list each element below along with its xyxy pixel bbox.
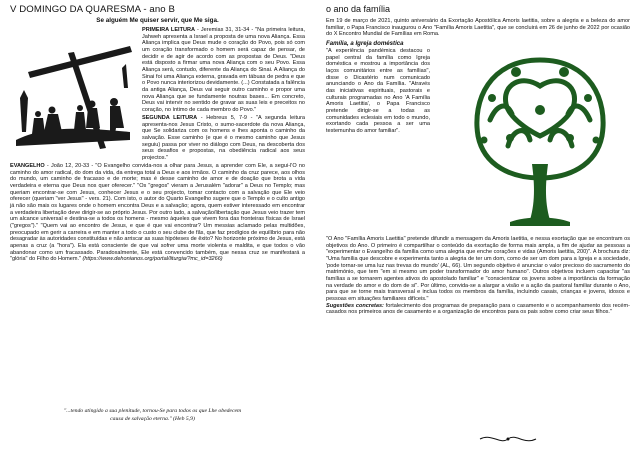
gospel-source-link[interactable]: (https://www.dehonianos.org/portal/liturgia/?mc_id=3266): [82, 256, 223, 263]
gospel-heading: EVANGELHO: [10, 163, 45, 170]
conclusion-heading: Sugestões concretas:: [326, 302, 384, 309]
first-reading-text: - Jeremias 31, 31-34 - "Na primeira leitura, Jahweh apresenta a Israel a proposta de uma nova Aliança. Essa Aliança implica que Deus mude o coração do Povo, pois só com um coração transformado o homem será capaz de pensar, de decidir e de agir de acordo com as propostas de Deus. "Deus está disposto a firmar uma nova Aliança com o seu Povo. Essa Aliança será, contudo, diferente da Aliança do Sinai. A Aliança do Sinai foi uma Aliança externa, gravada em tábuas de pedra e que o Povo nunca interiorizou devidamente. (...) Constatada a falência da antiga Aliança, Deus vai seguir outro caminho e propor uma nova Aliança que se fundamente noutras bases... Em concreto, Deus vai intervir no sentido de gravar as suas leis e preceitos no coração, no íntimo de cada membro do Povo.": [142, 27, 305, 113]
domestic-church-box: [326, 40, 430, 135]
scripture-quote: [20, 408, 285, 423]
family-tree-logo: [450, 40, 630, 236]
cross-procession-illustration: [10, 28, 138, 156]
domestic-church-text: "A experiência pandémica destacou o papel central da família como Igreja doméstica e mostrou a importância dos laços comunitários entre as famílias", disse o Dicastério num comunicado anunciando o Ano da Família. "Através das iniciativas espirituais, pastorais e culturais programadas no Ano 'A Família Amoris Laetitia', o Papa Francisco pretende dirigir-se a todas as comunidades eclesiais em todo o mundo, exortando cada pessoa a ser uma testemunha do amor familiar".: [326, 47, 430, 134]
ornament-divider-icon: [478, 432, 538, 444]
family-year-title: o ano da família: [326, 4, 391, 14]
quote-line-2: causa de salvação eterna." (Heb 5,9): [110, 415, 195, 422]
right-column: [326, 4, 630, 316]
main-text: "O Ano "Família Amoris Laetitia" pretende difundir a mensagem da Amoris laetitia, e nessa exortação que se encontram os objetivos do Ano. O primeiro é compartilhar o conteúdo da exortação de forma mais ampla, a fim de ajudar as pessoas a "experimentar o Evangelho da família como uma alegria que enche corações e vidas (Amoris laetitia, 200)". A brochura diz: "Uma família que descobre e experimenta tanto a alegria de ter um dom, como de ser um dom para a Igreja e a sociedade, 'pode tornar-se uma luz nas trevas do mundo' (AL, 66). Um segundo objetivo é anunciar o valor precioso do sacramento do matrimónio, que tem "em si mesmo um poder transformador do amor humano". Outros objetivos incluem capacitar "as famílias a se tornarem agentes ativos do apostolado familiar" e "conscientizar os jovens sobre a importância da formação na verdade do amor e do dom de si". Por último, convida-se a alargar a visão e a ação da pastoral familiar durante o Ano, para que se torne mais transversal e inclua todos os membros da família, incluindo casais, crianças e jovens, idosos e pessoas em situações familiares difíceis.": [326, 235, 630, 302]
conclusion-text: fortalecimento dos programas de preparação para o casamento e o acompanhamento dos recém-casados nos primeiros anos de casamento e a organização de encontros para os pais sobre como criar seus filhos.": [326, 302, 630, 316]
second-reading-heading: SEGUNDA LEITURA: [142, 115, 198, 122]
domestic-church-heading: Família, a Igreja doméstica: [326, 39, 404, 47]
left-column: [10, 4, 305, 264]
page-title: V DOMINGO DA QUARESMA - ano B: [10, 4, 175, 15]
second-reading-text: - Hebreus 5, 7-9 - "A segunda leitura apresenta-nos Jesus Cristo, o sumo-sacerdote da nova Aliança, que Se solidariza com os homens e lhes aponta o caminho da salvação. Esse caminho (e que é o mesmo caminho que Jesus seguiu) passa por viver no diálogo com Deus, na descoberta dos seus desafios e propostas, na obediência radical aos seus projectos.": [142, 115, 306, 161]
family-year-article: [326, 40, 630, 316]
conclusion: [326, 303, 630, 316]
quote-line-1: "...tendo atingido a sua plenitude, tornou-Se para todos os que Lhe obedecem: [63, 408, 242, 414]
first-reading-heading: PRIMEIRA LEITURA: [142, 27, 195, 33]
first-reading: [10, 27, 305, 114]
page-subtitle: Se alguém Me quiser servir, que Me siga.: [96, 17, 219, 24]
gospel-text: - João 12, 20-33 - "O Evangelho convida-nos a olhar para Jesus, a aprender com Ele, a segui-l'O no caminho do amor radical, do dom da vida, da entrega total a Deus e aos irmãos. O caminho da cruz parece, aos olhos do mundo, um caminho de fracasso e de morte; mas é desse caminho de amor e de doação que brota a vida verdadeira e eterna que Deus nos quer oferecer." "Os "gregos" vieram a Jerusalém "adorar" a Deus no Templo; mas queriam encontrar-se com Jesus, conhecer Jesus e o seu projecto, tomar contacto com a salvação que Ele veio oferecer (queriam "ver Jesus" - vers. 21). Com isto, o autor do Quarto Evangelho sugere que o Templo e o culto antigo já não são mais os lugares onde o homem encontra Deus e a salvação; agora, quem estiver interessado em encontrar a verdadeira libertação deve dirigir-se ao próprio Jesus. Por outro lado, a salvação/libertação que Jesus veio trazer tem um alcance universal e destina-se a todos os homens - mesmo àqueles que vivem fora das fronteiras físicas de Israel ("gregos")." "Quem vai ao encontro de Jesus, e que é que vai encontrar? Um messias aclamado pelas multidões, preocupado em gerir a carreira e em manter a todo o custo o seu clube de fãs, que faz prodígios de equilíbrio para não desagradar às autoridades constituídas e não arriscar as suas hipóteses de êxito? No horizonte próximo de Jesus, está apenas a cruz (a "hora"). Ela está consciente de que vai sofrer uma morte violenta e maldita, e que todos o vão abandonar como um fracassado. Paradoxalmente, Ele está convencido também, que nessa cruz se manifestará a "glória" do Filho do Homem.": [10, 163, 305, 263]
gospel: [10, 163, 305, 263]
family-year-intro: Em 19 de março de 2021, quinto aniversário da Exortação Apostólica Amoris laetitia, sobre a alegria e a beleza do amor familiar, o Papa Francisco inaugurou o Ano "Família Amoris Laetitia", que se concluirá em 26 de junho de 2022 por ocasião do X Encontro Mundial de Famílias em Roma.: [326, 18, 630, 38]
